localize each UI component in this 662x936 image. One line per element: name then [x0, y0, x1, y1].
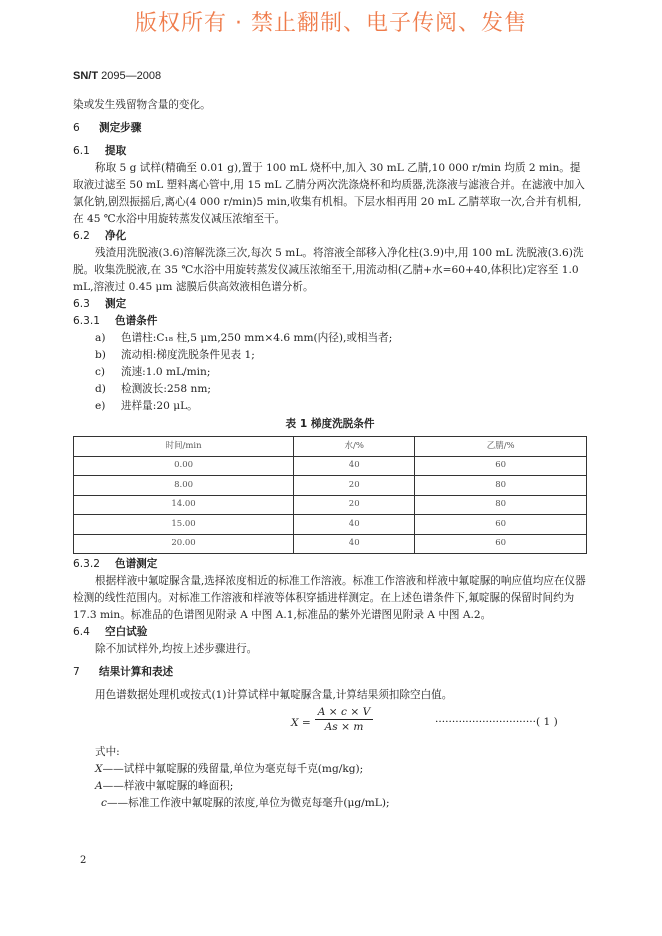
- table-row: 20.00 40 60: [74, 534, 587, 554]
- standard-prefix: SN/T: [73, 70, 99, 82]
- table-row: 15.00 40 60: [74, 515, 587, 535]
- table-header-row: [74, 437, 587, 457]
- section-6-4-text: 除不加试样外,均按上述步骤进行。: [95, 643, 258, 655]
- column-header-time: 时间/min: [74, 437, 294, 457]
- copyright-watermark: 版权所有 · 禁止翻制、电子传阅、发售: [135, 11, 527, 36]
- definition-item: A——样液中氟啶脲的峰面积;: [95, 780, 234, 792]
- section-6-1-heading: 6.1 提取: [73, 145, 127, 157]
- where-label: 式中:: [95, 746, 120, 758]
- section-6-3-1-heading: 6.3.1 色谱条件: [73, 315, 158, 327]
- formula-numerator: A × c × V: [315, 705, 373, 720]
- column-header-acetonitrile: 乙腈/%: [415, 437, 587, 457]
- table-row: 14.00 20 80: [74, 495, 587, 515]
- section-6-3-heading: 6.3 测定: [73, 298, 127, 310]
- table-row: 8.00 20 80: [74, 476, 587, 496]
- formula-lhs: X =: [291, 717, 311, 729]
- gradient-elution-table: [73, 436, 587, 554]
- section-6-1-text: 称取 5 g 试样(精确至 0.01 g),置于 100 mL 烧杯中,加入 30 mL 乙腈,10 000 r/min 均质 2 min。提取液过滤至 50 mL 塑料离心管中,用 15 mL 乙腈分两次洗涤烧杯和均质器,洗涤液与滤液合并。在滤液中加入氯化钠,剧烈振摇后,离心(4 000 r/min)5 min,收集有机相。下层水相再用 20 mL 乙腈萃取一次,合并有机相,在 45 ℃水浴中用旋转蒸发仪减压浓缩至干。: [73, 162, 585, 225]
- section-7-heading: 7 结果计算和表述: [73, 666, 174, 678]
- list-item: d) 检测波长:258 nm;: [95, 383, 211, 395]
- section-6-4-heading: 6.4 空白试验: [73, 626, 148, 638]
- section-6-3-2-text: 根据样液中氟啶脲含量,选择浓度相近的标准工作溶液。标准工作溶液和样液中氟啶脲的响应值均应在仪器检测的线性范围内。对标准工作溶液和样液等体积穿插进样测定。在上述色谱条件下,氟啶脲的保留时间约为 17.3 min。标准品的色谱图见附录 A 中图 A.1,标准品的紫外光谱图见附录 A 中图 A.2。: [73, 575, 586, 621]
- section-6-2-heading: 6.2 净化: [73, 230, 127, 242]
- formula-1: [73, 704, 587, 744]
- page-number: 2: [80, 855, 87, 866]
- formula-denominator: As × m: [324, 721, 364, 733]
- section-6-3-2-heading: 6.3.2 色谱测定: [73, 558, 158, 570]
- column-header-water: 水/%: [294, 437, 415, 457]
- table-caption: 表 1 梯度洗脱条件: [285, 418, 375, 430]
- list-item: e) 进样量:20 μL。: [95, 400, 198, 412]
- standard-code: [73, 70, 161, 82]
- section-6-heading: 6 测定步骤: [73, 122, 142, 134]
- formula-fraction: [315, 705, 373, 734]
- section-6-2-text: 残渣用洗脱液(3.6)溶解洗涤三次,每次 5 mL。将溶液全部移入净化柱(3.9)中,用 100 mL 洗脱液(3.6)洗脱。收集洗脱液,在 35 ℃水浴中用旋转蒸发仪减压浓缩至干,用流动相(乙腈+水=60+40,体积比)定容至 1.0 mL,溶液过 0.45 μm 滤膜后供高效液相色谱分析。: [73, 247, 584, 293]
- list-item: a) 色谱柱:C₁₈ 柱,5 μm,250 mm×4.6 mm(内径),或相当者;: [95, 332, 393, 344]
- list-item: b) 流动相:梯度洗脱条件见表 1;: [95, 349, 255, 361]
- section-7-text: 用色谱数据处理机或按式(1)计算试样中氟啶脲含量,计算结果须扣除空白值。: [95, 689, 453, 701]
- continuation-text: 染或发生残留物含量的变化。: [73, 99, 211, 111]
- definition-item: c——标准工作液中氟啶脲的浓度,单位为微克每毫升(μg/mL);: [101, 797, 390, 809]
- standard-number: 2095—2008: [101, 70, 162, 82]
- definition-item: X——试样中氟啶脲的残留量,单位为毫克每千克(mg/kg);: [95, 763, 364, 775]
- list-item: c) 流速:1.0 mL/min;: [95, 366, 211, 378]
- chromatography-conditions-list: [73, 330, 587, 415]
- table-row: 0.00 40 60: [74, 456, 587, 476]
- document-body: [73, 97, 587, 812]
- formula-number: ······························( 1 ): [435, 716, 558, 728]
